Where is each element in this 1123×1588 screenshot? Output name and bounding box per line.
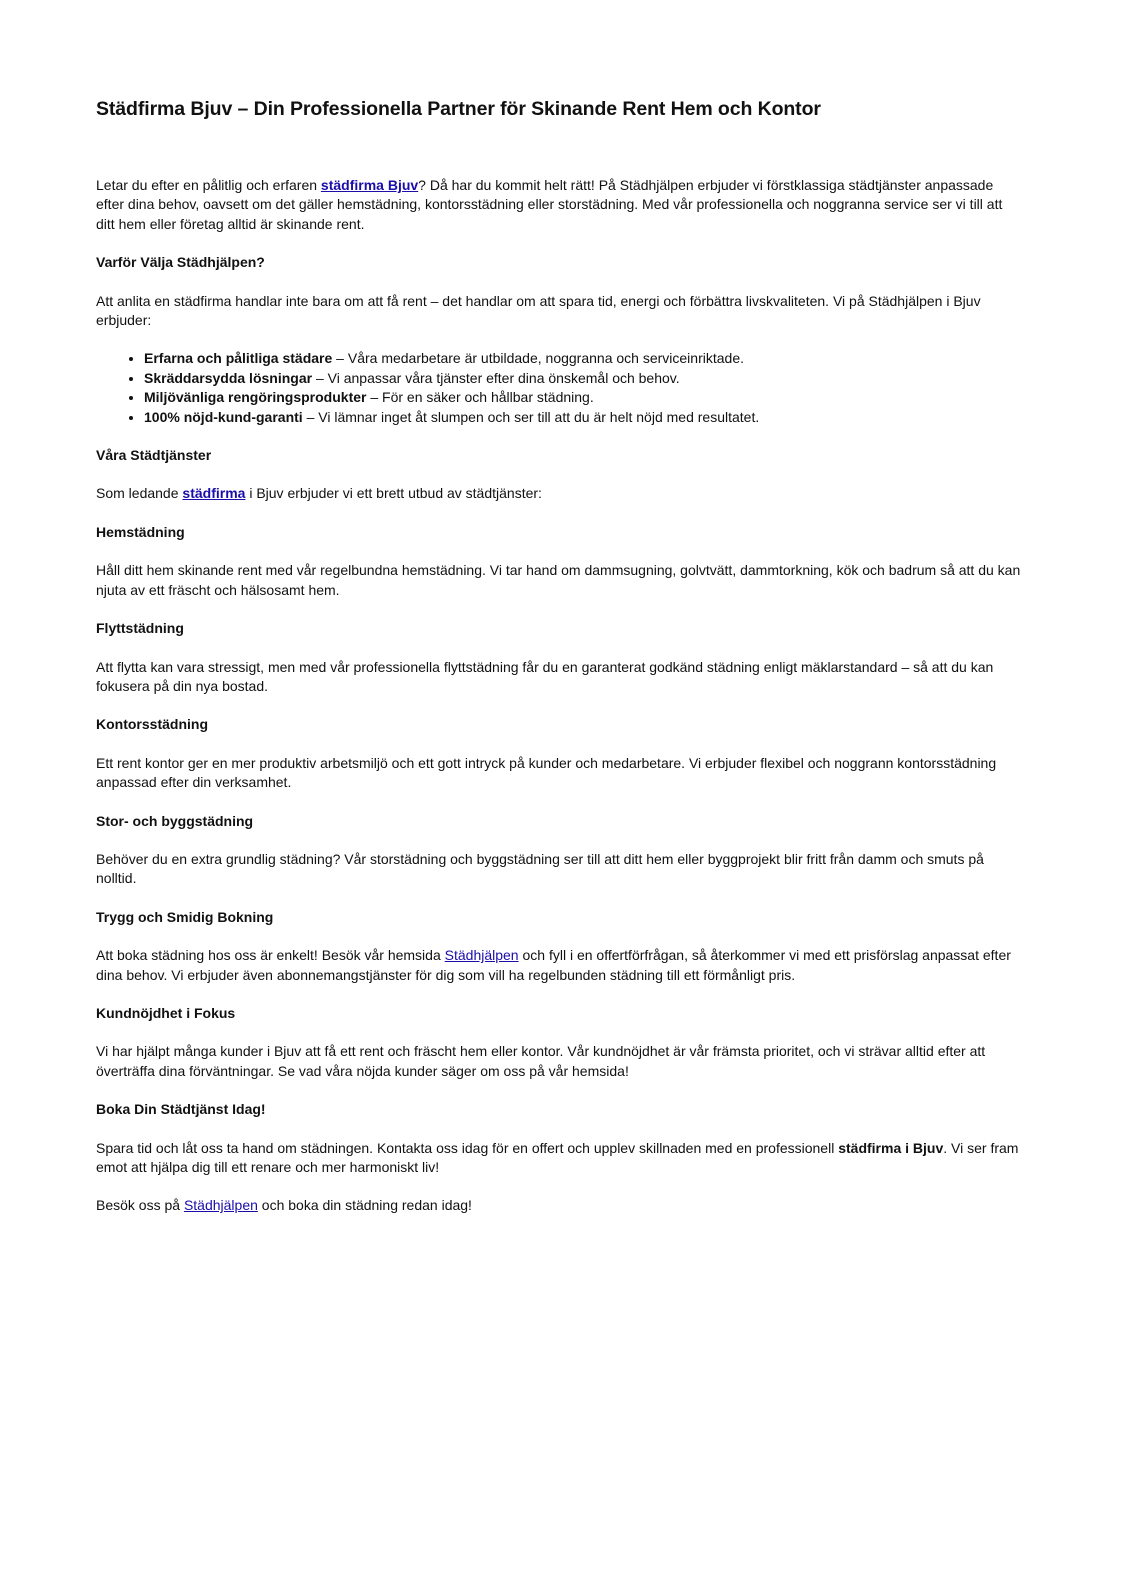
why-paragraph: Att anlita en städfirma handlar inte bara om att få rent – det handlar om att spara tid, energi och förbättra livskvaliteten. Vi på Städhjälpen i Bjuv erbjuder: <box>96 292 981 329</box>
construction-cleaning-heading: Stor- och byggstädning <box>96 812 254 829</box>
cta-heading: Boka Din Städtjänst Idag! <box>96 1101 266 1118</box>
visit-text-after: och boka din städning redan idag! <box>257 1197 472 1214</box>
services-heading: Våra Städtjänster <box>96 447 212 464</box>
home-cleaning-paragraph: Håll ditt hem skinande rent med vår regelbundna hemstädning. Vi tar hand om dammsugning, golvtvätt, dammtorkning, kök och badrum så att du kan njuta av ett fräscht och hälsosamt hem. <box>96 562 1021 598</box>
booking-text-after: och fyll i en offertförfrågan, så återkommer vi med ett prisförslag anpassat efter dina behov. Vi erbjuder även abonnemangstjänster för dig som vill ha regelbunden städning till ett förmånligt pris. <box>96 947 1011 983</box>
cta-text-after: . Vi ser fram emot att hjälpa dig till ett renare och mer harmoniskt liv! <box>96 1139 1019 1175</box>
services-text-before: Som ledande <box>96 485 183 502</box>
list-item <box>144 408 1023 427</box>
list-item-text: – Vi lämnar inget åt slumpen och ser till att du är helt nöjd med resultatet. <box>302 408 760 425</box>
office-cleaning-heading: Kontorsstädning <box>96 716 208 733</box>
moving-cleaning-paragraph: Att flytta kan vara stressigt, men med vår professionella flyttstädning får du en garanterat godkänd städning enligt mäklarstandard – så att du kan fokusera på din nya bostad. <box>96 658 994 694</box>
construction-cleaning-paragraph: Behöver du en extra grundlig städning? Vår storstädning och byggstädning ser till att ditt hem eller byggprojekt blir fritt från damm och smuts på nolltid. <box>96 850 984 887</box>
booking-paragraph <box>96 946 1023 985</box>
stadhjalpen-link[interactable]: Städhjälpen <box>444 947 519 964</box>
cta-text-before: Spara tid och låt oss ta hand om städningen. Kontakta oss idag för en offert och upplev skillnaden med en professionell <box>96 1139 839 1156</box>
visit-paragraph <box>96 1196 1023 1215</box>
list-item-text: – För en säker och hållbar städning. <box>366 389 594 406</box>
page-title: Städfirma Bjuv – Din Professionella Partner för Skinande Rent Hem och Kontor <box>96 98 821 120</box>
list-item-bold: Skräddarsydda lösningar <box>144 369 313 386</box>
list-item-bold: Erfarna och pålitliga städare <box>144 350 333 367</box>
list-item-text: – Vi anpassar våra tjänster efter dina önskemål och behov. <box>312 369 680 386</box>
services-text-after: i Bjuv erbjuder vi ett brett utbud av städtjänster: <box>245 485 542 502</box>
why-heading: Varför Välja Städhjälpen? <box>96 254 265 271</box>
visit-text-before: Besök oss på <box>96 1197 184 1214</box>
list-item <box>144 388 1023 407</box>
stadfirma-bjuv-link[interactable]: städfirma Bjuv <box>320 177 419 193</box>
intro-paragraph <box>96 176 1023 234</box>
benefits-list <box>96 349 1023 427</box>
satisfaction-heading: Kundnöjdhet i Fokus <box>96 1004 236 1021</box>
cta-paragraph <box>96 1139 1023 1178</box>
list-item-text: – Våra medarbetare är utbildade, noggranna och serviceinriktade. <box>332 350 744 367</box>
cta-bold-text: städfirma i Bjuv <box>838 1139 944 1156</box>
list-item <box>144 349 1023 368</box>
intro-text-before: Letar du efter en pålitlig och erfaren <box>96 177 321 193</box>
list-item-bold: Miljövänliga rengöringsprodukter <box>144 389 367 406</box>
services-intro <box>96 484 1023 503</box>
list-item <box>144 369 1023 388</box>
stadfirma-link[interactable]: städfirma <box>182 485 246 502</box>
intro-text-after: ? Då har du kommit helt rätt! På Städhjälpen erbjuder vi förstklassiga städtjänster anpassade efter dina behov, oavsett om det gäller hemstädning, kontorsstädning eller storstädning. Med vår professionella och noggranna service ser vi till att ditt hem eller företag alltid är skinande rent. <box>96 177 1003 232</box>
moving-cleaning-heading: Flyttstädning <box>96 620 184 637</box>
stadhjalpen-visit-link[interactable]: Städhjälpen <box>183 1197 258 1214</box>
office-cleaning-paragraph: Ett rent kontor ger en mer produktiv arbetsmiljö och ett gott intryck på kunder och medarbetare. Vi erbjuder flexibel och noggrann kontorsstädning anpassad efter din verksamhet. <box>96 754 997 791</box>
list-item-bold: 100% nöjd-kund-garanti <box>144 408 303 425</box>
document-body <box>96 176 1023 1216</box>
home-cleaning-heading: Hemstädning <box>96 523 185 540</box>
booking-text-before: Att boka städning hos oss är enkelt! Besök vår hemsida <box>96 947 445 964</box>
satisfaction-paragraph: Vi har hjälpt många kunder i Bjuv att få ett rent och fräscht hem eller kontor. Vår kundnöjdhet är vår främsta prioritet, och vi strävar alltid efter att överträffa dina förväntningar. Se vad våra nöjda kunder säger om oss på vår hemsida! <box>96 1043 986 1079</box>
booking-heading: Trygg och Smidig Bokning <box>96 908 274 925</box>
